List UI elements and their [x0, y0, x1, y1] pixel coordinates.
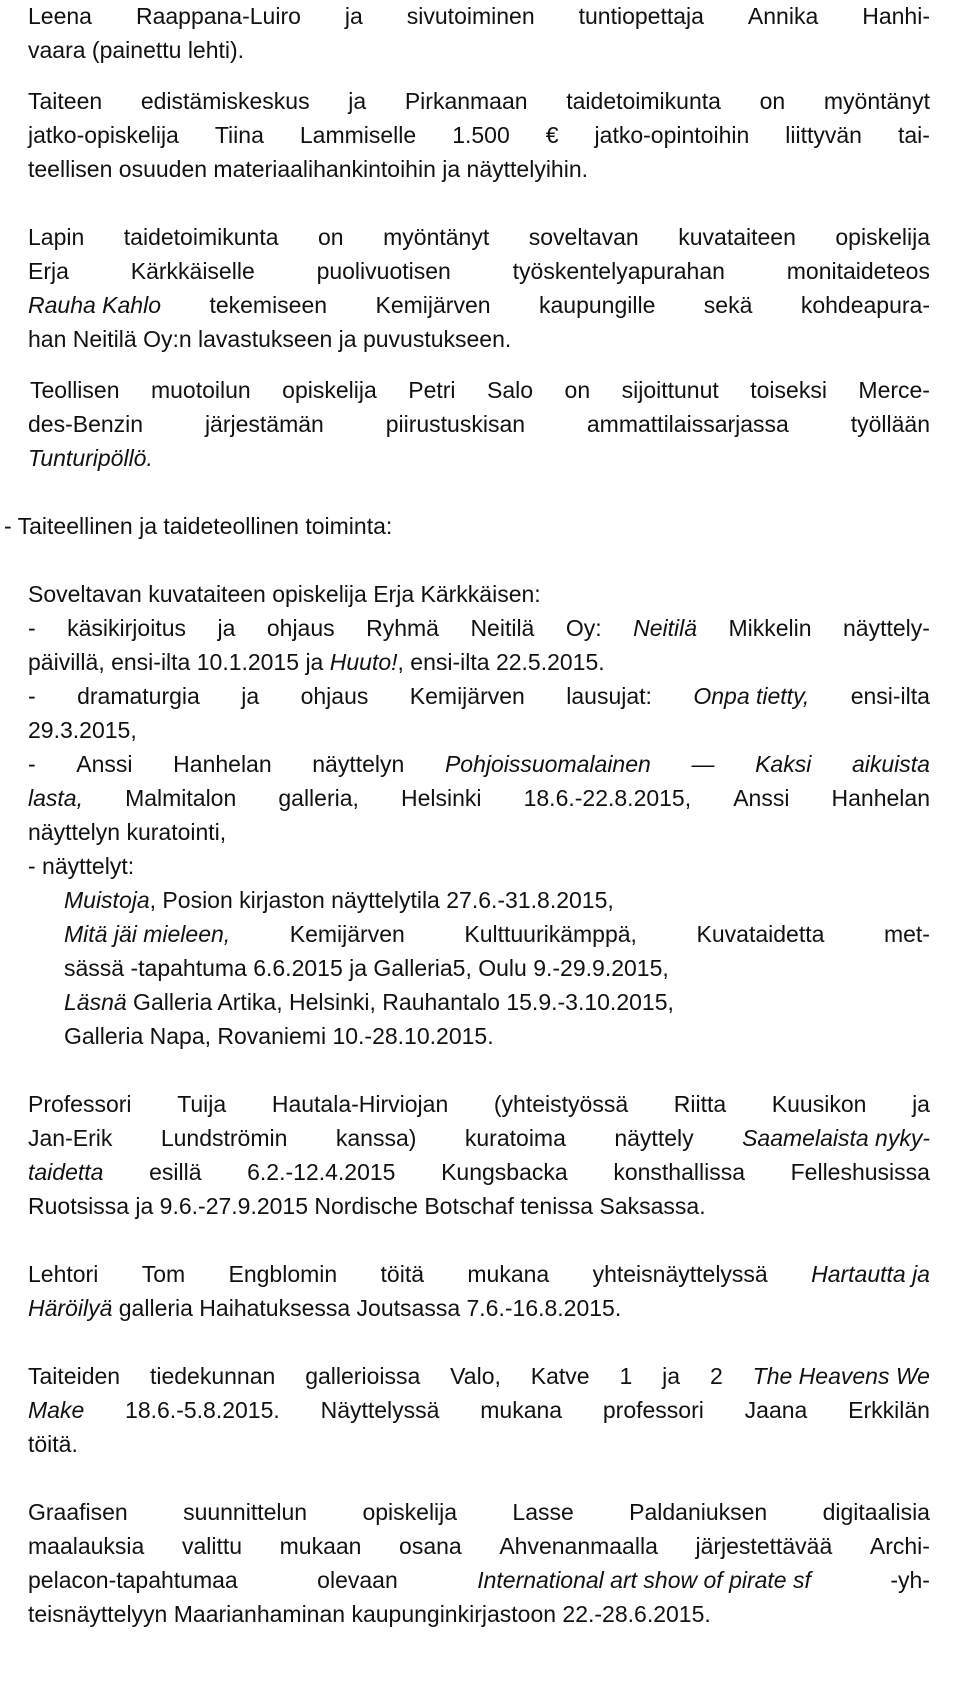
word: Rauha Kahlo: [28, 292, 161, 318]
word: 1: [619, 1363, 633, 1389]
word: esillä: [149, 1159, 202, 1185]
word: Felleshusissa: [790, 1159, 930, 1185]
word: des-Benzin: [28, 411, 144, 437]
word: Kemijärven: [375, 292, 491, 318]
word: ja: [662, 1363, 681, 1389]
word: osana: [399, 1533, 462, 1559]
word: Ryhmä: [366, 615, 439, 641]
word: Valo,: [450, 1363, 501, 1389]
italic-title: taidetta: [28, 1159, 104, 1185]
word: Erja: [28, 258, 69, 284]
word: sijoittunut: [621, 377, 719, 403]
word: tuntiopettaja: [578, 3, 704, 29]
word: jatko-opiskelija: [28, 122, 179, 148]
word: Petri: [408, 377, 456, 403]
exhibition-line: Galleria Napa, Rovaniemi 10.-28.10.2015.: [64, 1023, 494, 1049]
text-line: [28, 0, 930, 34]
word: kuvataiteen: [678, 224, 796, 250]
word: työllään: [850, 411, 930, 437]
italic-title: Neitilä: [633, 615, 697, 641]
word: Raappana-Luiro: [135, 3, 301, 29]
word: gallerioissa: [305, 1363, 421, 1389]
text-line: han Neitilä Oy:n lavastukseen ja puvustukseen.: [28, 326, 512, 352]
word: puolivuotisen: [316, 258, 451, 284]
word: Kärkkäiselle: [130, 258, 255, 284]
word: Kuusikon: [771, 1091, 867, 1117]
word: tai-: [897, 122, 930, 148]
italic-title: Häröilyä: [28, 1295, 113, 1321]
italic-title: Mitä jäi mieleen,: [64, 921, 231, 947]
word: konsthallissa: [613, 1159, 745, 1185]
word: järjestämän: [204, 411, 324, 437]
word: Taiteiden: [28, 1363, 121, 1389]
words: [742, 1122, 930, 1156]
word: on: [759, 88, 786, 114]
word: Professori: [28, 1091, 132, 1117]
word: lausujat:: [566, 683, 652, 709]
text-line: [28, 1360, 930, 1394]
word: Graafisen: [28, 1499, 128, 1525]
words: [64, 918, 230, 952]
section-heading: - Taiteellinen ja taideteollinen toiminta:: [4, 513, 393, 539]
word: yhteisnäyttelyssä: [592, 1261, 768, 1287]
word: Hanhi-: [862, 3, 930, 29]
word: jatko-opintoihin: [594, 122, 750, 148]
word: pelacon-tapahtumaa: [28, 1567, 238, 1593]
word: 2: [709, 1363, 723, 1389]
word: Hanhelan: [831, 785, 930, 811]
words: [28, 1156, 103, 1190]
word: valittu: [181, 1533, 243, 1559]
word: Tuija: [177, 1091, 227, 1117]
text-line: [28, 408, 930, 442]
word: -: [28, 615, 36, 641]
word: dramaturgia: [77, 683, 200, 709]
word: Pirkanmaan: [404, 88, 528, 114]
word: Paldaniuksen: [629, 1499, 768, 1525]
text-line: [28, 1122, 930, 1156]
words: [753, 1360, 930, 1394]
text-line: [28, 1530, 930, 1564]
word: ja: [912, 1091, 930, 1117]
word: kanssa): [335, 1125, 417, 1151]
word: ohjaus: [266, 615, 335, 641]
word: ja: [217, 615, 236, 641]
word: 6.2.-12.4.2015: [247, 1159, 396, 1185]
word: met-: [883, 921, 930, 947]
word: sekä: [703, 292, 753, 318]
word: Katve: [530, 1363, 590, 1389]
italic-title: The Heavens We: [752, 1363, 930, 1389]
word: Kulttuurikämppä,: [464, 921, 637, 947]
word: tiedekunnan: [149, 1363, 276, 1389]
text-line: [28, 119, 930, 153]
text-line: [28, 1156, 930, 1190]
words: [633, 612, 697, 646]
text-line: [28, 1292, 930, 1326]
italic-title: Tunturipöllö.: [28, 445, 153, 471]
word: on: [318, 224, 344, 250]
word: Annika: [747, 3, 819, 29]
word: Merce-: [858, 377, 930, 403]
word: Anssi: [76, 751, 133, 777]
word: järjestettävää: [695, 1533, 833, 1559]
list-item: - näyttelyt:: [28, 853, 135, 879]
text-run: , Posion kirjaston näyttelytila 27.6.-31.8.2015,: [149, 887, 614, 913]
list-item: [28, 748, 930, 782]
word: Teollisen: [30, 377, 120, 403]
italic-title: lasta,: [28, 785, 83, 811]
word: muotoilun: [150, 377, 251, 403]
word: galleria,: [278, 785, 359, 811]
word: myöntänyt: [823, 88, 930, 114]
italic-title: Hartautta ja: [811, 1261, 930, 1287]
text-run: galleria Haihatuksessa Joutsassa 7.6.-16.8.2015.: [112, 1295, 622, 1321]
word: mukaan: [279, 1533, 362, 1559]
word: Erkkilän: [848, 1397, 930, 1423]
text-run: Galleria Artika, Helsinki, Rauhantalo 15.9.-3.10.2015,: [126, 989, 674, 1015]
word: Oy:: [565, 615, 602, 641]
word: Lasse: [512, 1499, 574, 1525]
word: (yhteistyössä: [493, 1091, 629, 1117]
word: ja: [344, 3, 363, 29]
text-line: [28, 289, 930, 323]
text-line: [28, 221, 930, 255]
word: mukana: [480, 1397, 563, 1423]
word: taidetoimikunta: [566, 88, 721, 114]
word: -: [28, 751, 36, 777]
word: myöntänyt: [383, 224, 490, 250]
word: ja: [241, 683, 260, 709]
word: 1.500: [452, 122, 510, 148]
text-line: Soveltavan kuvataiteen opiskelija Erja Kärkkäisen:: [28, 581, 541, 607]
word: Kungsbacka: [441, 1159, 568, 1185]
word: kuratoima: [464, 1125, 566, 1151]
word: Tom: [141, 1261, 186, 1287]
italic-title: Onpa tietty,: [693, 683, 810, 709]
word: Pohjoissuomalainen: [444, 751, 651, 777]
word: sivutoiminen: [406, 3, 535, 29]
word: -: [28, 683, 36, 709]
text-line: [28, 1394, 930, 1428]
exhibition-line: [64, 918, 930, 952]
word: Hautala-Hirviojan: [271, 1091, 449, 1117]
word: digitaalisia: [822, 1499, 930, 1525]
word: Lehtori: [28, 1261, 99, 1287]
word: toiseksi: [750, 377, 827, 403]
text-line: näyttelyn kuratointi,: [28, 819, 227, 845]
text-line: [28, 1496, 930, 1530]
word: töitä: [380, 1261, 425, 1287]
words: [693, 680, 809, 714]
text-run: , ensi-ilta 22.5.2015.: [397, 649, 605, 675]
text-line: [28, 782, 930, 816]
word: soveltavan: [528, 224, 639, 250]
exhibition-line: sässä -tapahtuma 6.6.2015 ja Galleria5, Oulu 9.-29.9.2015,: [64, 955, 669, 981]
words: ensi-ilta: [850, 683, 930, 709]
word: liittyvän: [785, 122, 862, 148]
word: Leena: [28, 3, 92, 29]
word: 18.6.-5.8.2015.: [125, 1397, 280, 1423]
text-line: [28, 255, 930, 289]
word: Anssi: [733, 785, 790, 811]
word: —: [691, 751, 715, 777]
text-line: [30, 374, 930, 408]
exhibition-line: [64, 986, 930, 1020]
word: aikuista: [851, 751, 930, 777]
text-line: vaara (painettu lehti).: [28, 37, 245, 63]
italic-title: Läsnä: [64, 989, 127, 1015]
word: Engblomin: [228, 1261, 338, 1287]
text-line: teellisen osuuden materiaalihankintoihin ja näyttelyihin.: [28, 156, 589, 182]
word: näyttelyn: [312, 751, 405, 777]
words: [28, 782, 83, 816]
word: Jan-Erik: [28, 1125, 113, 1151]
word: €: [545, 122, 559, 148]
word: opiskelija: [282, 377, 377, 403]
word: ja: [348, 88, 367, 114]
word: Malmitalon: [125, 785, 237, 811]
word: ammattilaissarjassa: [586, 411, 789, 437]
text-line: [28, 646, 930, 680]
italic-title: Make: [28, 1397, 85, 1423]
italic-title: Saamelaista nyky-: [742, 1125, 930, 1151]
list-item: [28, 680, 930, 714]
word: käsikirjoitus: [67, 615, 187, 641]
word: opiskelija: [835, 224, 930, 250]
word: Kemijärven: [409, 683, 525, 709]
word: suunnittelun: [183, 1499, 308, 1525]
word: olevaan: [317, 1567, 398, 1593]
text-line: [28, 1564, 930, 1598]
word: näyttely: [614, 1125, 694, 1151]
words: -yh-: [890, 1567, 930, 1593]
exhibition-line: [64, 884, 930, 918]
text-line: 29.3.2015,: [28, 717, 137, 743]
word: Neitilä: [470, 615, 535, 641]
italic-title: Huuto!: [329, 649, 398, 675]
word: tekemiseen: [209, 292, 328, 318]
word: Kuvataidetta: [696, 921, 825, 947]
text-line: [28, 1258, 930, 1292]
word: maalauksia: [28, 1533, 145, 1559]
word: Jaana: [744, 1397, 808, 1423]
word: Kaksi: [755, 751, 812, 777]
text-run: päivillä, ensi-ilta 10.1.2015 ja: [28, 649, 330, 675]
word: Näyttelyssä: [320, 1397, 440, 1423]
word: mukana: [467, 1261, 550, 1287]
words: [28, 1394, 84, 1428]
word: Hanhelan: [173, 751, 272, 777]
word: ohjaus: [300, 683, 369, 709]
word: Lapin: [28, 224, 85, 250]
italic-title: Muistoja: [64, 887, 150, 913]
word: Kemijärven: [289, 921, 405, 947]
word: taidetoimikunta: [123, 224, 279, 250]
text-line: [28, 1088, 930, 1122]
word: monitaideteos: [786, 258, 930, 284]
word: kohdeapura-: [800, 292, 930, 318]
word: Lundströmin: [160, 1125, 288, 1151]
word: työskentelyapurahan: [512, 258, 725, 284]
word: Riitta: [673, 1091, 727, 1117]
word: Tiina: [214, 122, 264, 148]
word: piirustuskisan: [385, 411, 526, 437]
text-line: [28, 442, 930, 476]
word: Mikkelin: [728, 615, 812, 641]
words: [811, 1258, 930, 1292]
word: professori: [602, 1397, 704, 1423]
word: opiskelija: [362, 1499, 458, 1525]
text-line: teisnäyttelyyn Maarianhaminan kaupunginkirjastoon 22.-28.6.2015.: [28, 1601, 711, 1627]
italic-title: International art show of pirate sf: [477, 1567, 811, 1593]
text-line: Ruotsissa ja 9.6.-27.9.2015 Nordische Botschaf tenissa Saksassa.: [28, 1193, 706, 1219]
word: on: [564, 377, 591, 403]
word: Ahvenanmaalla: [499, 1533, 658, 1559]
list-item: [28, 612, 930, 646]
words: [477, 1564, 811, 1598]
word: Salo: [487, 377, 534, 403]
word: näyttely-: [843, 615, 930, 641]
word: edistämiskeskus: [140, 88, 310, 114]
word: Helsinki: [400, 785, 482, 811]
word: Archi-: [869, 1533, 930, 1559]
word: kaupungille: [538, 292, 656, 318]
text-line: [28, 85, 930, 119]
word: Taiteen: [28, 88, 103, 114]
word: 18.6.-22.8.2015,: [523, 785, 692, 811]
text-line: töitä.: [28, 1431, 78, 1457]
word: Lammiselle: [299, 122, 417, 148]
